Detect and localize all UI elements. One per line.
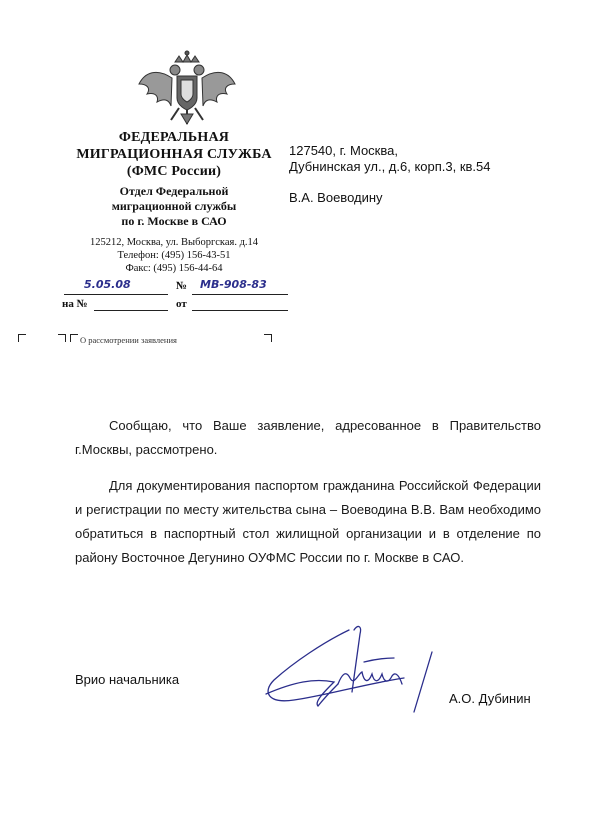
recipient-address-line: Дубнинская ул., д.6, корп.3, кв.54 [289,159,491,174]
number-label: № [176,280,188,292]
registration-row-outgoing [62,280,292,296]
agency-abbr-line: (ФМС России) [126,164,222,179]
handwritten-date: 5.05.08 [84,278,131,291]
signer-name: А.О. Дубинин [449,691,531,706]
department-line: Отдел Федеральной [119,184,229,198]
corner-bracket [58,334,66,342]
reply-date-label: от [176,298,187,310]
reply-number-label: на № [62,298,88,310]
recipient-name: В.А. Воеводину [289,190,383,205]
sender-contacts [58,236,290,275]
agency-name-block [58,129,290,180]
sender-phone: Телефон: (495) 156-43-51 [117,250,231,261]
subject-line: О рассмотрении заявления [80,335,177,345]
agency-name-line: ФЕДЕРАЛЬНАЯ [118,130,230,145]
reply-number-field [94,296,168,311]
registration-row-reply [62,296,292,312]
department-line: по г. Москве в САО [121,214,227,228]
corner-bracket [18,334,26,342]
department-block [58,184,290,229]
agency-name-line: МИГРАЦИОННАЯ СЛУЖБА [76,147,272,162]
recipient-address-line: 127540, г. Москва, [289,143,398,158]
letter-body [75,414,541,582]
number-field [192,280,288,295]
sender-address: 125212, Москва, ул. Выборгская. д.14 [89,237,259,248]
date-field [64,280,168,295]
department-line: миграционной службы [111,199,237,213]
sender-fax: Факс: (495) 156-44-64 [125,263,223,274]
body-paragraph: Для документирования паспортом гражданина Российской Федерации и регистрации по месту жительства сына – Воеводина В.В. Вам необходимо обратиться в паспортный стол жилищной организации и в отделение по району Восточное Дегунино ОУФМС России по г. Москве в САО. [75,478,541,565]
recipient-address [289,143,491,175]
double-headed-eagle-emblem-icon [137,48,237,128]
signer-title: Врио начальника [75,672,180,687]
handwritten-number: МВ-908-83 [200,278,267,291]
handwritten-signature [254,612,464,722]
body-paragraph: Сообщаю, что Ваше заявление, адресованное в Правительство г.Москвы, рассмотрено. [75,418,541,457]
reply-date-field [192,296,288,311]
corner-bracket [70,334,78,342]
corner-bracket [264,334,272,342]
